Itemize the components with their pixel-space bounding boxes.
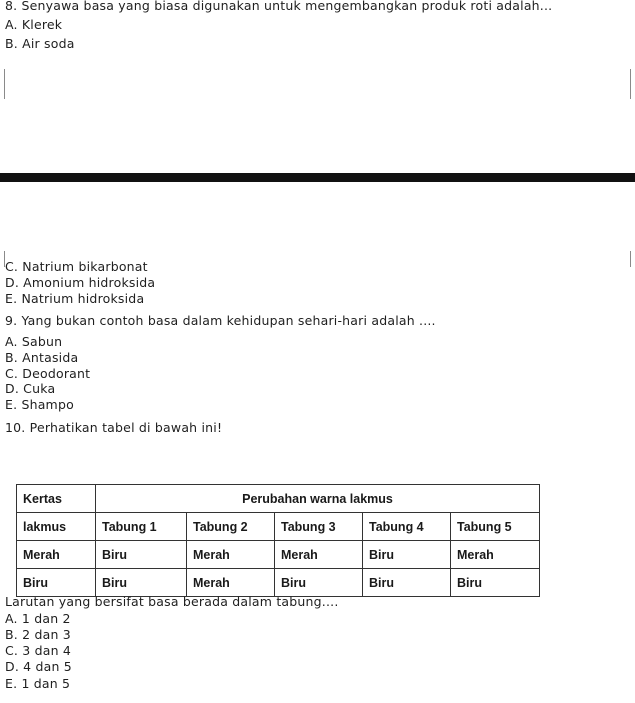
table-cell: Biru xyxy=(451,569,540,597)
left-bracket-mark xyxy=(4,69,8,99)
row-biru-label: Biru xyxy=(17,569,96,597)
q9-option-b: B. Antasida xyxy=(5,350,79,365)
q8-option-a: A. Klerek xyxy=(5,17,63,32)
q9-option-d: D. Cuka xyxy=(5,381,56,396)
header-lakmus: lakmus xyxy=(17,513,96,541)
header-tabung-4: Tabung 4 xyxy=(363,513,451,541)
table-row xyxy=(17,569,540,597)
question-9-text: 9. Yang bukan contoh basa dalam kehidupan sehari-hari adalah .... xyxy=(5,313,436,328)
row-merah-label: Merah xyxy=(17,541,96,569)
table-cell: Biru xyxy=(363,569,451,597)
table-cell: Biru xyxy=(363,541,451,569)
table-cell: Merah xyxy=(451,541,540,569)
header-tabung-1: Tabung 1 xyxy=(96,513,187,541)
question-8-text: 8. Senyawa basa yang biasa digunakan untuk mengembangkan produk roti adalah... xyxy=(5,0,553,13)
header-tabung-2: Tabung 2 xyxy=(187,513,275,541)
q9-option-e: E. Shampo xyxy=(5,397,74,412)
q10-option-d: D. 4 dan 5 xyxy=(5,659,72,674)
q8-option-b: B. Air soda xyxy=(5,36,75,51)
q8-option-e: E. Natrium hidroksida xyxy=(5,291,145,306)
q10-option-a: A. 1 dan 2 xyxy=(5,611,71,626)
header-kertas: Kertas xyxy=(17,485,96,513)
table-cell: Merah xyxy=(187,541,275,569)
q10-option-e: E. 1 dan 5 xyxy=(5,676,71,691)
table-cell: Biru xyxy=(96,541,187,569)
header-perubahan-warna: Perubahan warna lakmus xyxy=(96,485,540,513)
header-tabung-3: Tabung 3 xyxy=(275,513,363,541)
q10-option-b: B. 2 dan 3 xyxy=(5,627,71,642)
table-cell: Merah xyxy=(187,569,275,597)
question-10-text: 10. Perhatikan tabel di bawah ini! xyxy=(5,420,223,435)
table-cell: Biru xyxy=(275,569,363,597)
table-row xyxy=(17,541,540,569)
header-tabung-5: Tabung 5 xyxy=(451,513,540,541)
q10-followup-text: Larutan yang bersifat basa berada dalam tabung.... xyxy=(5,594,339,609)
table-cell: Biru xyxy=(96,569,187,597)
q9-option-c: C. Deodorant xyxy=(5,366,91,381)
right-bracket-mark-lower xyxy=(627,251,631,267)
q10-option-c: C. 3 dan 4 xyxy=(5,643,72,658)
litmus-table xyxy=(16,484,540,597)
black-divider-bar xyxy=(0,173,635,182)
table-cell: Merah xyxy=(275,541,363,569)
q8-option-c: C. Natrium bikarbonat xyxy=(5,259,148,274)
q8-option-d: D. Amonium hidroksida xyxy=(5,275,156,290)
q9-option-a: A. Sabun xyxy=(5,334,63,349)
right-bracket-mark xyxy=(627,69,631,99)
